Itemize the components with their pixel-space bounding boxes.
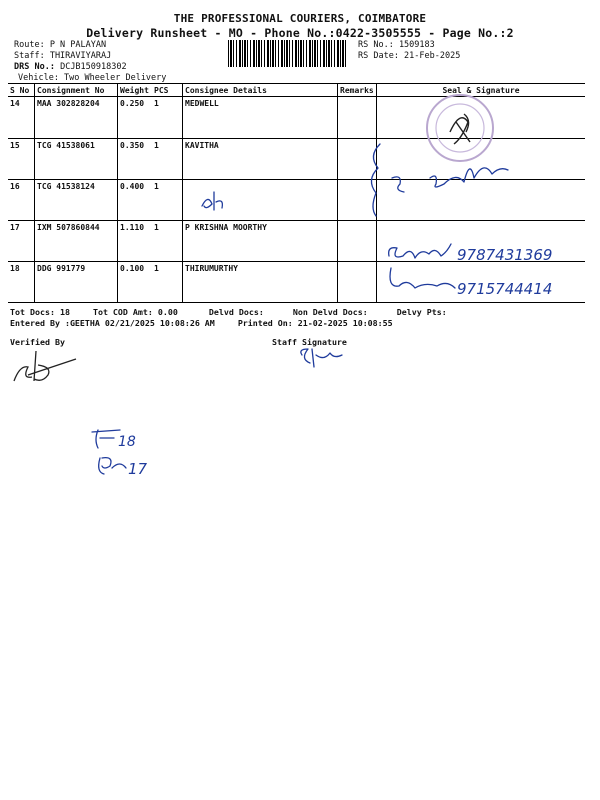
handwritten-phones bbox=[385, 236, 585, 300]
verified-by-label: Verified By bbox=[10, 337, 65, 347]
cell-weight: 1.110 bbox=[118, 221, 153, 262]
cell-pcs: 1 bbox=[152, 180, 183, 221]
barcode bbox=[228, 40, 346, 67]
vehicle-label: Vehicle: Two Wheeler Delivery bbox=[18, 73, 167, 83]
cell-consignee: KAVITHA bbox=[183, 139, 338, 180]
mark-row-16 bbox=[198, 188, 228, 214]
phone-1: 9787431369 bbox=[457, 246, 553, 264]
staff-signature bbox=[296, 345, 346, 369]
note-1: 18 bbox=[118, 434, 136, 450]
cell-consignee: P KRISHNA MOORTHY bbox=[183, 221, 338, 262]
company-title: THE PROFESSIONAL COURIERS, COIMBATORE bbox=[173, 12, 427, 25]
cell-weight: 0.350 bbox=[118, 139, 153, 180]
cell-weight: 0.100 bbox=[118, 262, 153, 303]
cell-consignment: DDG 991779 bbox=[35, 262, 118, 303]
printed-on: Printed On: 21-02-2025 10:08:55 bbox=[237, 318, 393, 328]
rs-number: RS No.: 1509183 bbox=[358, 40, 435, 50]
note-2: 17 bbox=[128, 460, 148, 478]
cell-consignment: MAA 302828204 bbox=[35, 97, 118, 139]
cell-sno: 15 bbox=[8, 139, 35, 180]
phone-2: 9715744414 bbox=[457, 280, 553, 298]
cell-pcs: 1 bbox=[152, 97, 183, 139]
handwritten-notes bbox=[86, 424, 176, 480]
cell-consignment: TCG 41538061 bbox=[35, 139, 118, 180]
cell-consignment: IXM 507860844 bbox=[35, 221, 118, 262]
runsheet-heading: Delivery Runsheet - MO - Phone No.:0422-3505555 - Page No.:2 bbox=[86, 26, 514, 40]
cell-weight: 0.250 bbox=[118, 97, 153, 139]
col-sno: S No bbox=[8, 84, 35, 97]
cell-sno: 17 bbox=[8, 221, 35, 262]
entered-by: Entered By :GEETHA 02/21/2025 10:08:26 AM bbox=[10, 318, 215, 328]
col-remarks: Remarks bbox=[338, 84, 377, 97]
delvd-docs: Delvd Docs: bbox=[208, 307, 264, 317]
tot-cod: Tot COD Amt: 0.00 bbox=[92, 307, 178, 317]
col-pcs: PCS bbox=[152, 84, 183, 97]
cell-consignee: MEDWELL bbox=[183, 97, 338, 139]
totals-line bbox=[10, 307, 590, 318]
staff-signature-label: Staff Signature bbox=[272, 337, 347, 347]
cell-consignee: THIRUMURTHY bbox=[183, 262, 338, 303]
rs-date: RS Date: 21-Feb-2025 bbox=[358, 51, 461, 61]
signature-rows-15-16 bbox=[360, 138, 520, 223]
cell-sno: 14 bbox=[8, 97, 35, 139]
cell-pcs: 1 bbox=[152, 262, 183, 303]
meta-right bbox=[358, 40, 460, 62]
tot-docs: Tot Docs: 18 bbox=[10, 307, 70, 317]
cell-pcs: 1 bbox=[152, 139, 183, 180]
cell-consignment: TCG 41538124 bbox=[35, 180, 118, 221]
cell-sno: 18 bbox=[8, 262, 35, 303]
cell-sno: 16 bbox=[8, 180, 35, 221]
cell-weight: 0.400 bbox=[118, 180, 153, 221]
staff-label: Staff: THIRAVIYARAJ bbox=[14, 51, 112, 61]
delvy-pts: Delvy Pts: bbox=[396, 307, 447, 317]
col-consignment: Consignment No bbox=[35, 84, 118, 97]
cell-remarks bbox=[338, 221, 377, 262]
cell-pcs: 1 bbox=[152, 221, 183, 262]
verified-by-signature bbox=[8, 345, 78, 387]
cell-remarks bbox=[338, 97, 377, 139]
col-seal: Seal & Signature bbox=[377, 84, 586, 97]
non-delvd-docs: Non Delvd Docs: bbox=[292, 307, 368, 317]
cell-remarks bbox=[338, 262, 377, 303]
drs-number: DRS No.: DCJB150918302 bbox=[14, 62, 127, 72]
col-weight: Weight bbox=[118, 84, 153, 97]
entered-line bbox=[10, 318, 393, 329]
route-label: Route: P N PALAYAN bbox=[14, 40, 107, 50]
meta-left bbox=[14, 40, 166, 84]
col-consignee: Consignee Details bbox=[183, 84, 338, 97]
